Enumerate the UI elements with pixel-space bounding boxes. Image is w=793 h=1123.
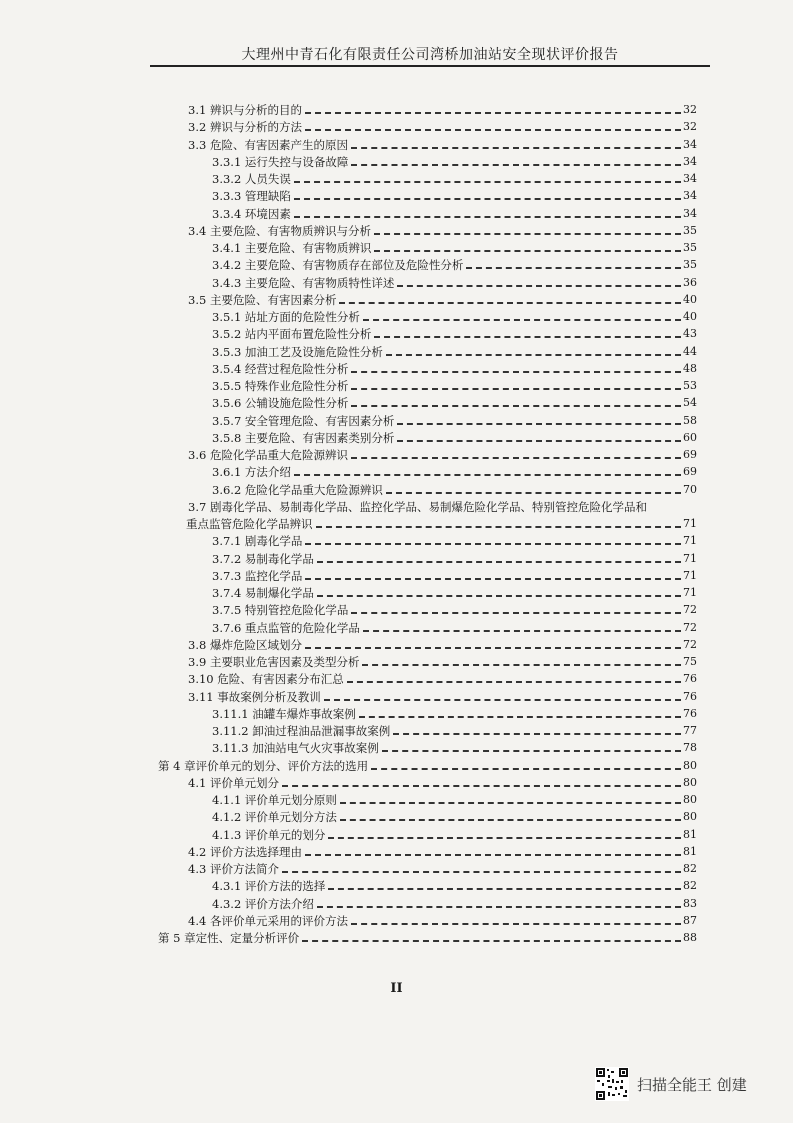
toc-entry <box>188 221 697 238</box>
toc-entry-page: 71 <box>683 534 697 548</box>
toc-entry-label: 3.5.8 主要危险、有害因素类别分析 <box>212 430 395 445</box>
toc-entry-label: 4.1.3 评价单元的划分 <box>212 827 326 842</box>
toc-entry-page: 72 <box>683 603 697 617</box>
toc-entry <box>212 169 697 186</box>
toc-leader-dots <box>397 423 681 425</box>
toc-entry <box>158 928 697 945</box>
toc-entry-page: 80 <box>683 775 697 789</box>
toc-entry-label: 3.4.2 主要危险、有害物质存在部位及危险性分析 <box>212 258 464 273</box>
toc-entry-page: 80 <box>683 810 697 824</box>
toc-entry-label: 3.5.7 安全管理危险、有害因素分析 <box>212 413 395 428</box>
toc-entry-label: 3.4.3 主要危险、有害物质特性详述 <box>212 275 395 290</box>
toc-entry-page: 78 <box>683 741 697 755</box>
toc-leader-dots <box>351 147 681 149</box>
toc-entry-page: 70 <box>683 482 697 496</box>
toc-leader-dots <box>294 198 681 200</box>
toc-entry-page: 35 <box>683 223 697 237</box>
toc-leader-dots <box>397 440 681 442</box>
toc-entry-page: 48 <box>683 361 697 375</box>
toc-leader-dots <box>363 319 681 321</box>
toc-entry-label: 第 5 章定性、定量分析评价 <box>158 931 300 945</box>
toc-entry <box>212 359 697 376</box>
toc-entry-page: 71 <box>683 586 697 599</box>
toc-entry-label: 3.5.3 加油工艺及设施危险性分析 <box>212 344 383 359</box>
toc-entry-label: 3.3.1 运行失控与设备故障 <box>212 154 349 169</box>
toc-leader-dots <box>351 612 681 614</box>
toc-entry-page: 72 <box>683 637 697 651</box>
toc-leader-dots <box>351 405 681 407</box>
toc-entry <box>212 876 697 893</box>
toc-entry-label: 3.7.6 重点监管的危险化学品 <box>212 620 360 635</box>
toc-entry-page: 58 <box>683 413 697 427</box>
toc-leader-dots <box>317 595 681 597</box>
toc-entry-page: 71 <box>683 568 697 582</box>
toc-entry-page: 87 <box>683 913 697 927</box>
toc-entry-label: 3.6.1 方法介绍 <box>212 465 291 480</box>
toc-entry <box>188 669 697 686</box>
page-header-title: 大理州中青石化有限责任公司湾桥加油站安全现状评价报告 <box>241 47 619 63</box>
toc-entry-label: 3.7.2 易制毒化学品 <box>212 551 314 566</box>
toc-entry-label: 3.11.1 油罐车爆炸事故案例 <box>212 706 356 721</box>
toc-entry <box>188 117 697 134</box>
toc-leader-dots <box>347 681 681 683</box>
toc-entry-page: 83 <box>683 896 697 910</box>
toc-entry <box>212 238 697 255</box>
toc-entry <box>212 600 697 617</box>
toc-entry <box>212 566 697 583</box>
toc-leader-dots <box>397 285 681 287</box>
toc-entry <box>188 911 697 928</box>
toc-entry <box>212 376 697 393</box>
toc-entry <box>212 618 697 635</box>
toc-entry <box>188 842 697 859</box>
toc-leader-dots <box>374 233 681 235</box>
toc-leader-dots <box>317 906 681 908</box>
toc-entry-label: 3.8 爆炸危险区域划分 <box>188 637 302 652</box>
toc-leader-dots <box>363 630 681 632</box>
toc-entry <box>212 152 697 169</box>
toc-leader-dots <box>305 129 681 131</box>
toc-entry-page: 81 <box>683 827 697 841</box>
toc-entry-label: 3.11.2 卸油过程油品泄漏事故案例 <box>212 724 391 738</box>
toc-entry <box>188 652 697 669</box>
toc-leader-dots <box>386 492 681 494</box>
toc-entry <box>212 721 697 738</box>
toc-leader-dots <box>374 336 681 338</box>
toc-leader-dots <box>382 750 681 752</box>
toc-entry <box>188 100 697 117</box>
toc-entry-page: 75 <box>683 655 697 668</box>
toc-leader-dots <box>351 388 681 390</box>
toc-entry-page: 80 <box>683 793 697 806</box>
toc-entry-label: 3.6.2 危险化学品重大危险源辨识 <box>212 482 383 497</box>
toc-entry-label: 3.11.3 加油站电气火灾事故案例 <box>212 741 379 756</box>
toc-entry <box>212 273 697 290</box>
toc-entry-label: 3.5.6 公辅设施危险性分析 <box>212 396 349 411</box>
toc-entry <box>212 393 697 410</box>
toc-entry-page: 36 <box>683 275 697 289</box>
toc-entry-label: 4.2 评价方法选择理由 <box>188 844 302 859</box>
toc-leader-dots <box>316 526 682 528</box>
toc-entry-label: 3.5.1 站址方面的危险性分析 <box>212 310 360 324</box>
toc-entry-page: 53 <box>683 379 697 392</box>
toc-entry-label: 3.5.2 站内平面布置危险性分析 <box>212 327 372 342</box>
toc-entry <box>212 531 697 548</box>
toc-leader-dots <box>282 871 681 873</box>
toc-entry <box>212 480 697 497</box>
toc-entry-label: 3.3.3 管理缺陷 <box>212 189 291 204</box>
toc-entry-label: 第 4 章评价单元的划分、评价方法的选用 <box>158 758 369 773</box>
toc-entry <box>212 255 697 272</box>
toc-entry-page: 82 <box>683 862 697 875</box>
qr-code-icon <box>595 1067 629 1101</box>
toc-entry-label: 4.1 评价单元划分 <box>188 775 279 790</box>
toc-entry <box>212 583 697 600</box>
toc-entry-label: 3.4.1 主要危险、有害物质辨识 <box>212 241 372 255</box>
toc-leader-dots <box>359 716 681 718</box>
toc-leader-dots <box>305 854 681 856</box>
toc-leader-dots <box>294 181 681 183</box>
page-number: II <box>390 981 403 996</box>
toc-entry <box>212 186 697 203</box>
toc-entry-page: 34 <box>683 137 697 151</box>
toc-entry <box>212 204 697 221</box>
toc-entry-page: 80 <box>683 758 697 772</box>
scanner-watermark <box>595 1067 747 1101</box>
toc-entry <box>186 514 697 531</box>
toc-entry <box>212 411 697 428</box>
toc-entry <box>212 342 697 359</box>
toc-leader-dots <box>351 457 681 459</box>
toc-entry <box>212 324 697 341</box>
toc-leader-dots <box>466 267 681 269</box>
header-rule <box>150 65 710 67</box>
toc-entry-label: 3.6 危险化学品重大危险源辨识 <box>188 448 348 462</box>
toc-leader-dots <box>339 302 681 304</box>
toc-entry-label: 3.5 主要危险、有害因素分析 <box>188 292 337 307</box>
toc-entry <box>212 807 697 824</box>
toc-leader-dots <box>386 354 681 356</box>
toc-leader-dots <box>393 733 681 735</box>
toc-entry-label: 3.5.5 特殊作业危险性分析 <box>212 379 349 393</box>
toc-entry-label: 4.3.1 评价方法的选择 <box>212 879 326 894</box>
toc-leader-dots <box>351 164 681 166</box>
toc-entry-label: 3.7.1 剧毒化学品 <box>212 534 303 549</box>
toc-entry <box>212 704 697 721</box>
toc-entry-page: 34 <box>683 189 697 203</box>
toc-leader-dots <box>294 216 681 218</box>
toc-entry-label: 重点监管危险化学品辨识 <box>186 517 313 531</box>
toc-leader-dots <box>328 888 681 890</box>
toc-entry-page: 76 <box>683 689 697 703</box>
toc-entry-page: 32 <box>683 120 697 134</box>
toc-entry-label: 4.1.2 评价单元划分方法 <box>212 810 337 825</box>
toc-leader-dots <box>305 112 681 114</box>
toc-entry-page: 81 <box>683 844 697 858</box>
toc-entry <box>188 135 697 152</box>
toc-leader-dots <box>305 647 681 649</box>
toc-leader-dots <box>317 561 681 563</box>
toc-entry <box>212 738 697 755</box>
toc-entry-page: 32 <box>683 103 697 116</box>
toc-entry <box>212 790 697 807</box>
toc-entry-page: 82 <box>683 879 697 893</box>
toc-leader-dots <box>374 250 681 252</box>
toc-entry <box>188 687 697 704</box>
toc-entry-label: 4.4 各评价单元采用的评价方法 <box>188 913 348 928</box>
toc-entry-page: 88 <box>683 931 697 944</box>
toc-entry-page: 54 <box>683 396 697 410</box>
toc-entry <box>188 773 697 790</box>
toc-entry-label: 4.3.2 评价方法介绍 <box>212 896 314 911</box>
toc-leader-dots <box>282 785 681 787</box>
toc-entry-label: 3.3 危险、有害因素产生的原因 <box>188 137 348 152</box>
toc-entry <box>212 462 697 479</box>
toc-entry <box>212 825 697 842</box>
toc-entry-page: 40 <box>683 292 697 306</box>
toc-entry-page: 34 <box>683 206 697 220</box>
toc-entry-page: 60 <box>683 430 697 444</box>
toc-entry <box>188 290 697 307</box>
toc-leader-dots <box>305 543 681 545</box>
toc-entry-label: 4.1.1 评价单元划分原则 <box>212 793 337 807</box>
toc-entry-page: 76 <box>683 706 697 720</box>
toc-entry-page: 77 <box>683 724 697 737</box>
toc-entry <box>188 859 697 876</box>
toc-entry-page: 71 <box>683 551 697 565</box>
toc-entry-label: 3.7.3 监控化学品 <box>212 568 303 583</box>
toc-leader-dots <box>340 819 681 821</box>
toc-leader-dots <box>302 940 681 942</box>
toc-entry <box>188 497 697 514</box>
toc-entry-label: 3.4 主要危险、有害物质辨识与分析 <box>188 223 371 238</box>
toc-entry <box>212 428 697 445</box>
toc-entry-page: 34 <box>683 172 697 185</box>
toc-entry-page: 69 <box>683 448 697 461</box>
toc-entry-page: 35 <box>683 241 697 254</box>
toc-entry <box>212 307 697 324</box>
toc-entry-label: 3.9 主要职业危害因素及类型分析 <box>188 655 360 669</box>
toc-leader-dots <box>340 802 681 804</box>
toc-entry-label: 3.3.2 人员失误 <box>212 172 291 186</box>
toc-entry-label: 3.7.5 特别管控危险化学品 <box>212 603 349 618</box>
toc-leader-dots <box>362 664 681 666</box>
toc-entry-label: 3.3.4 环境因素 <box>212 206 291 221</box>
toc-entry <box>158 756 697 773</box>
toc-entry-label: 3.7 剧毒化学品、易制毒化学品、监控化学品、易制爆危险化学品、特别管控危险化学品和 <box>188 499 647 514</box>
toc-entry-page: 71 <box>683 517 697 530</box>
toc-leader-dots <box>371 768 681 770</box>
toc-entry-page: 43 <box>683 327 697 341</box>
toc-entry <box>188 635 697 652</box>
toc-entry-page: 69 <box>683 465 697 479</box>
toc-leader-dots <box>294 474 681 476</box>
toc-entry-label: 3.11 事故案例分析及教训 <box>188 689 321 704</box>
toc-leader-dots <box>324 699 681 701</box>
toc-entry-label: 3.1 辨识与分析的目的 <box>188 103 302 117</box>
toc-leader-dots <box>351 923 681 925</box>
toc-entry-label: 4.3 评价方法简介 <box>188 862 279 876</box>
toc-leader-dots <box>351 371 681 373</box>
toc-entry-page: 44 <box>683 344 697 358</box>
toc-entry <box>188 445 697 462</box>
toc-entry-label: 3.5.4 经营过程危险性分析 <box>212 361 349 376</box>
toc-entry-page: 76 <box>683 672 697 686</box>
toc-entry-label: 3.7.4 易制爆化学品 <box>212 586 314 600</box>
toc-leader-dots <box>305 578 681 580</box>
toc-entry-label: 3.2 辨识与分析的方法 <box>188 120 302 135</box>
watermark-text: 扫描全能王 创建 <box>637 1075 747 1094</box>
toc-entry-page: 72 <box>683 620 697 634</box>
toc-entry-page: 34 <box>683 154 697 168</box>
toc-entry <box>212 549 697 566</box>
toc-entry-page: 35 <box>683 258 697 272</box>
toc-leader-dots <box>328 837 681 839</box>
toc-entry <box>212 894 697 911</box>
toc-entry-page: 40 <box>683 310 697 323</box>
toc-entry-label: 3.10 危险、有害因素分布汇总 <box>188 672 344 687</box>
